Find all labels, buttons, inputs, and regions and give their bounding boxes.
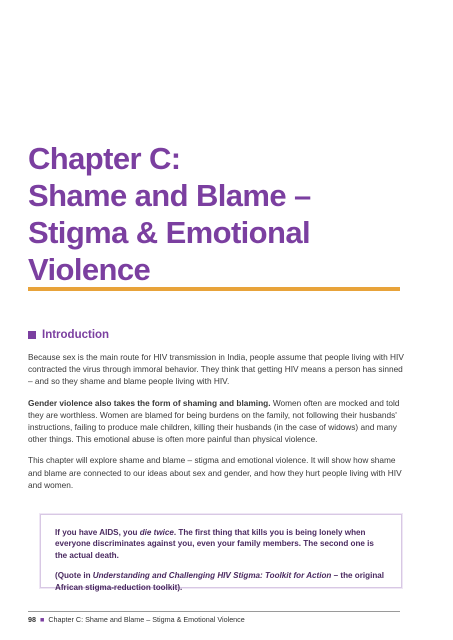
chapter-title-line-1: Chapter C: — [28, 141, 181, 176]
section-heading — [28, 329, 109, 341]
callout-source-part-2: – the original African stigma-reduction toolkit). — [55, 571, 385, 592]
paragraph-2 — [28, 397, 406, 446]
footer-separator-icon: ■ — [40, 615, 45, 624]
page-number: 98 — [28, 615, 36, 624]
paragraph-2-lead: Gender violence also takes the form of shaming and blaming. — [28, 397, 271, 408]
paragraph-3: This chapter will explore shame and blame – stigma and emotional violence. It will show how shame and blame are connected to our ideas about sex and gender, and how they hurt people living with HIV and women. — [28, 455, 402, 490]
title-divider — [28, 287, 400, 291]
chapter-title-line-4: Violence — [28, 252, 151, 287]
callout-quote-part-2: . The first thing that kills you is being lonely when everyone discriminates against you, even your family members. The second one is the actual death. — [55, 528, 374, 560]
callout-quote-part-1: If you have AIDS, you — [55, 528, 140, 537]
chapter-title-line-3: Stigma & Emotional — [28, 215, 311, 250]
body-text — [28, 351, 406, 500]
callout-source-title: Understanding and Challenging HIV Stigma: Toolkit for Action — [92, 571, 332, 581]
paragraph-2-rest: Women often are mocked and told they are worthless. Women are blamed for being burdens on the family, not following their husbands' instructions, failing to produce male children, killing their husbands (in the case of widows) and many other things. This emotional abuse is often more painful than physical violence. — [28, 397, 400, 445]
footer-divider — [28, 611, 400, 612]
running-title: Chapter C: Shame and Blame – Stigma & Emotional Violence — [48, 615, 245, 624]
quote-callout-box — [40, 514, 402, 592]
section-heading-label: Introduction — [42, 329, 110, 341]
callout-source — [55, 570, 385, 593]
callout-quote — [55, 527, 385, 561]
square-bullet-icon — [28, 331, 36, 339]
callout-source-part-1: (Quote in — [55, 571, 93, 581]
chapter-title-line-2: Shame and Blame – — [28, 178, 311, 213]
paragraph-1: Because sex is the main route for HIV transmission in India, people assume that people living with HIV contracted the virus through immoral behavior. They think that getting HIV means a person has sinned – and so they shame and blame people living with HIV. — [28, 352, 404, 387]
callout-quote-emphasis: die twice — [139, 528, 174, 537]
chapter-title — [28, 140, 408, 288]
page-footer — [28, 615, 245, 624]
